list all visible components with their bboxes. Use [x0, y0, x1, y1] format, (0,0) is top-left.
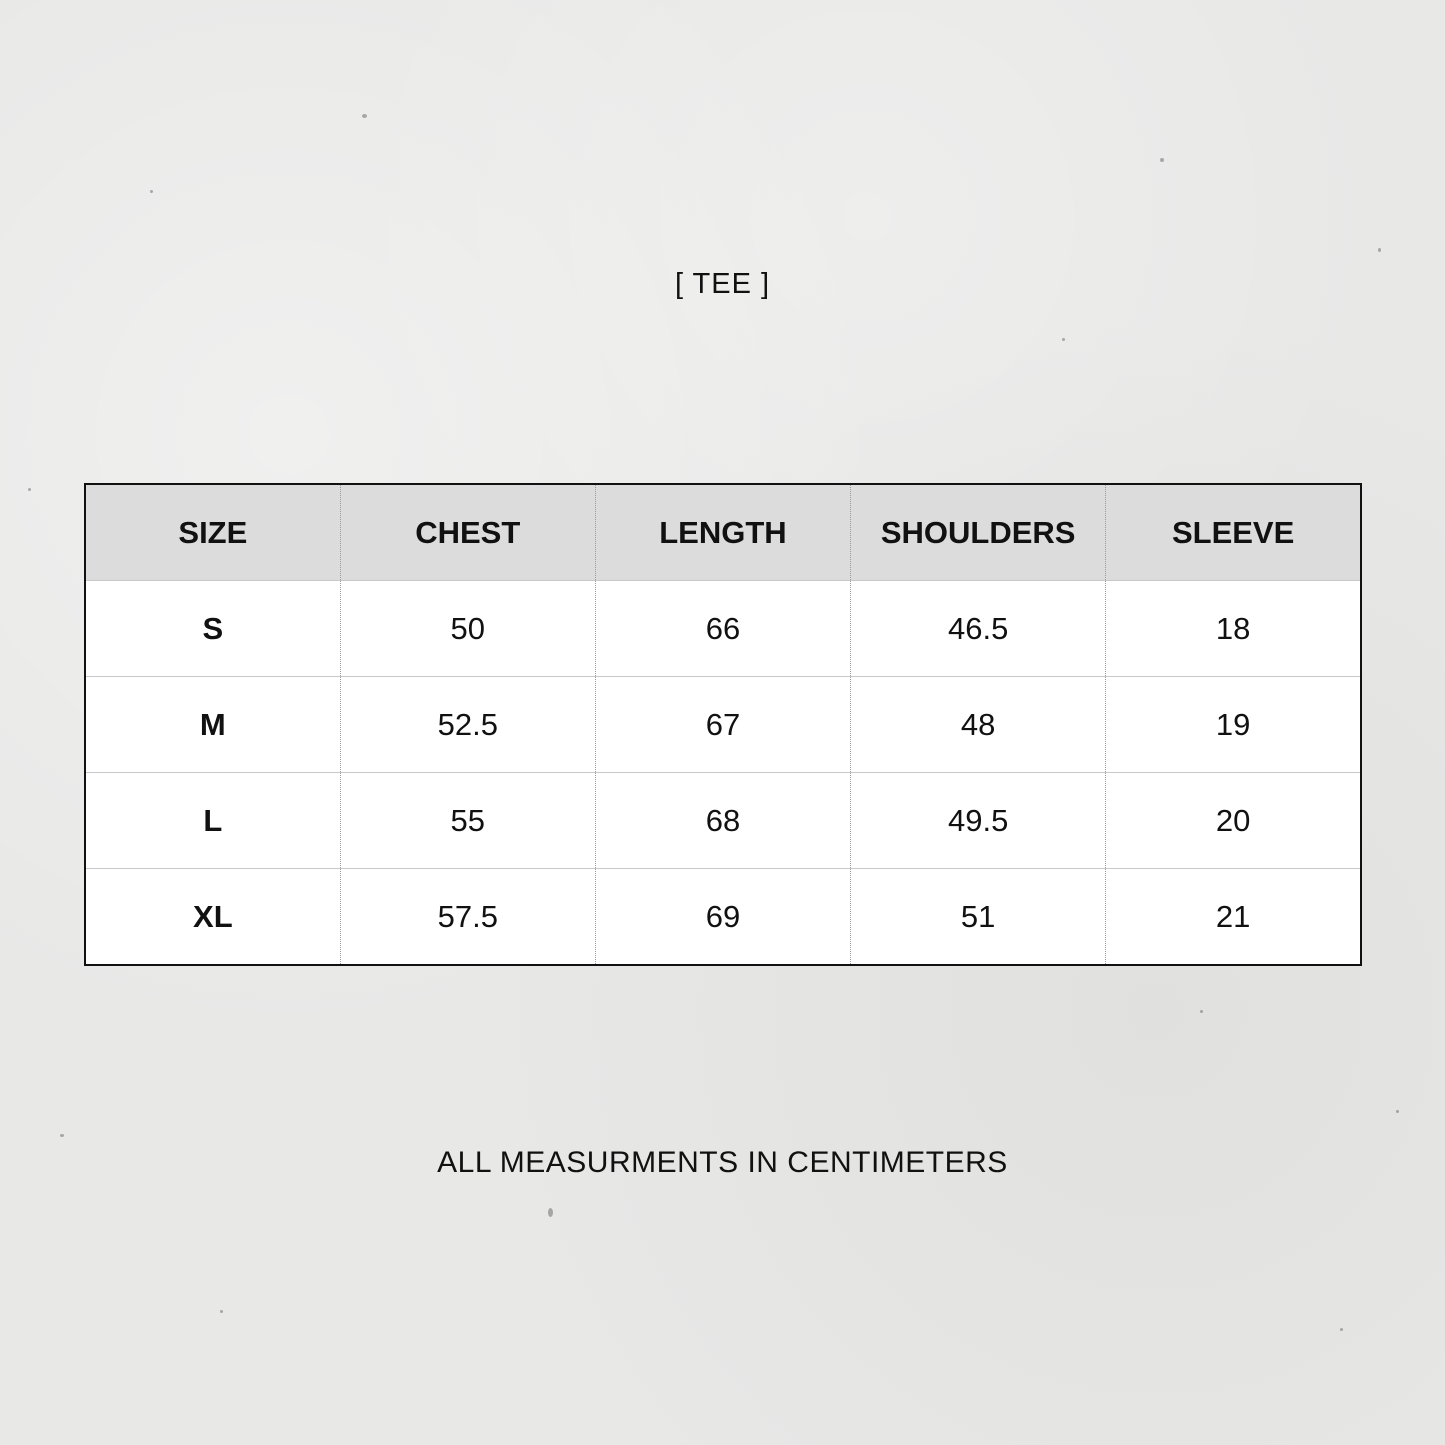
- table-header-row: [85, 484, 1361, 581]
- table-row: [85, 581, 1361, 677]
- shoulders-cell: 48: [851, 677, 1106, 773]
- paper-speck: [220, 1310, 223, 1313]
- paper-speck: [150, 190, 153, 193]
- shoulders-cell: 46.5: [851, 581, 1106, 677]
- paper-speck: [60, 1134, 64, 1137]
- length-cell: 69: [595, 869, 850, 966]
- sleeve-cell: 21: [1106, 869, 1361, 966]
- measurement-unit-note: ALL MEASURMENTS IN CENTIMETERS: [437, 1146, 1008, 1179]
- chest-cell: 52.5: [340, 677, 595, 773]
- paper-speck: [548, 1208, 553, 1217]
- size-cell: M: [85, 677, 340, 773]
- chest-cell: 55: [340, 773, 595, 869]
- paper-speck: [1340, 1328, 1343, 1331]
- paper-speck: [362, 114, 367, 118]
- page-title: [ TEE ]: [674, 268, 771, 300]
- column-header-size: SIZE: [85, 484, 340, 581]
- sleeve-cell: 20: [1106, 773, 1361, 869]
- column-header-shoulders: SHOULDERS: [851, 484, 1106, 581]
- shoulders-cell: 51: [851, 869, 1106, 966]
- length-cell: 66: [595, 581, 850, 677]
- length-cell: 68: [595, 773, 850, 869]
- table-row: [85, 677, 1361, 773]
- table-row: [85, 773, 1361, 869]
- paper-speck: [28, 488, 31, 491]
- paper-speck: [1200, 1010, 1203, 1013]
- size-cell: L: [85, 773, 340, 869]
- size-chart-table: [84, 483, 1362, 966]
- chest-cell: 57.5: [340, 869, 595, 966]
- column-header-sleeve: SLEEVE: [1106, 484, 1361, 581]
- length-cell: 67: [595, 677, 850, 773]
- paper-speck: [1160, 158, 1164, 162]
- paper-speck: [1396, 1110, 1399, 1113]
- size-cell: S: [85, 581, 340, 677]
- size-cell: XL: [85, 869, 340, 966]
- shoulders-cell: 49.5: [851, 773, 1106, 869]
- sleeve-cell: 18: [1106, 581, 1361, 677]
- table-row: [85, 869, 1361, 966]
- chest-cell: 50: [340, 581, 595, 677]
- paper-speck: [1062, 338, 1065, 341]
- paper-speck: [1378, 248, 1381, 252]
- column-header-length: LENGTH: [595, 484, 850, 581]
- column-header-chest: CHEST: [340, 484, 595, 581]
- sleeve-cell: 19: [1106, 677, 1361, 773]
